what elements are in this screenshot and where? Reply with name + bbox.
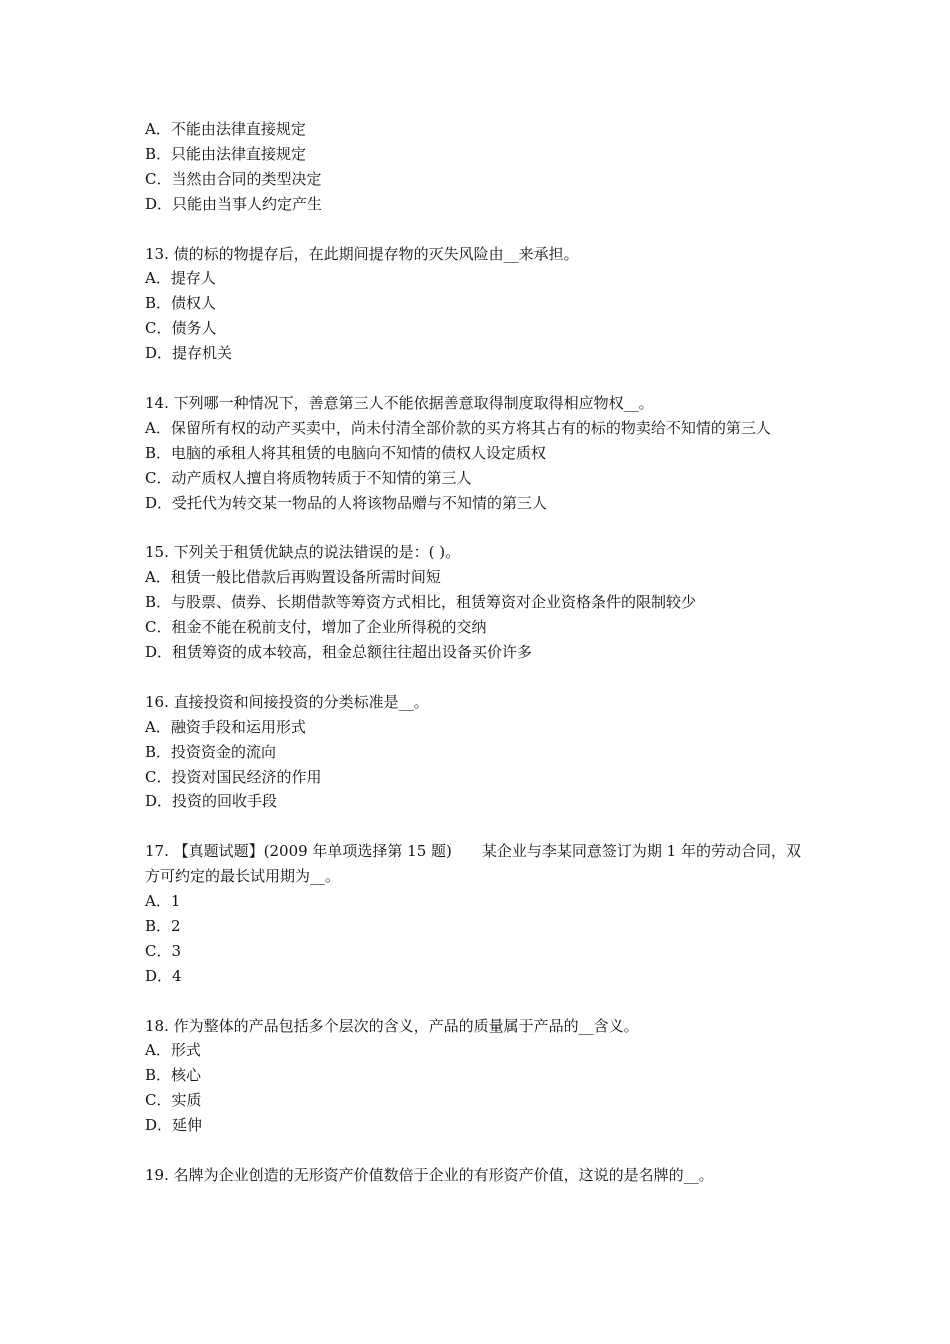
option-b: B．只能由法律直接规定 — [145, 144, 307, 163]
option-b: B．2 — [145, 916, 181, 935]
option-a: A．不能由法律直接规定 — [145, 120, 306, 138]
question-stem: 18. 作为整体的产品包括多个层次的含义，产品的质量属于产品的__含义。 — [145, 1016, 639, 1035]
option-c: C．实质 — [145, 1091, 202, 1110]
question-stem: 19. 名牌为企业创造的无形资产价值数倍于企业的有形资产价值，这说的是名牌的__。 — [145, 1165, 714, 1184]
question-stem: 14. 下列哪一种情况下，善意第三人不能依据善意取得制度取得相应物权__。 — [145, 393, 654, 412]
question-stem: 17. 【真题试题】(2009 年单项选择第 15 题) 某企业与李某同意签订为期 1 年的劳动合同，双方可约定的最长试用期为__。 — [145, 842, 801, 886]
option-c: C．动产质权人擅自将质物转质于不知情的第三人 — [145, 468, 472, 487]
option-a: A．融资手段和运用形式 — [145, 717, 306, 736]
question-19 — [145, 1163, 815, 1188]
option-b: B．与股票、债券、长期借款等筹资方式相比，租赁筹资对企业资格条件的限制较少 — [145, 593, 697, 612]
option-b: B．电脑的承租人将其租赁的电脑向不知情的债权人设定质权 — [145, 443, 547, 462]
question-17 — [145, 839, 815, 988]
option-c: C．投资对国民经济的作用 — [145, 767, 322, 786]
option-c: C．债务人 — [145, 319, 217, 338]
option-c: C．当然由合同的类型决定 — [145, 169, 322, 188]
option-d: D．4 — [145, 966, 182, 985]
option-a: A．保留所有权的动产买卖中，尚未付清全部价款的买方将其占有的标的物卖给不知情的第三人 — [145, 418, 771, 437]
option-d: D．提存机关 — [145, 344, 233, 363]
option-c: C．3 — [145, 941, 182, 960]
question-stem: 16. 直接投资和间接投资的分类标准是__。 — [145, 692, 429, 711]
option-b: B．核心 — [145, 1066, 202, 1085]
question-stem: 13. 债的标的物提存后，在此期间提存物的灭失风险由__来承担。 — [145, 244, 579, 263]
question-stem: 15. 下列关于租赁优缺点的说法错误的是：( )。 — [145, 543, 461, 562]
question-18 — [145, 1014, 815, 1139]
option-a: A．形式 — [145, 1041, 201, 1060]
option-b: B．投资资金的流向 — [145, 742, 277, 761]
option-d: D．投资的回收手段 — [145, 792, 278, 811]
question-16 — [145, 690, 815, 815]
option-d: D．租赁筹资的成本较高，租金总额往往超出设备买价许多 — [145, 642, 533, 661]
option-a: A．提存人 — [145, 269, 216, 288]
question-13 — [145, 242, 815, 367]
option-a: A．1 — [145, 892, 181, 911]
question-list — [145, 117, 815, 1213]
option-d: D．延伸 — [145, 1116, 203, 1135]
question-14 — [145, 391, 815, 516]
option-a: A．租赁一般比借款后再购置设备所需时间短 — [145, 568, 441, 587]
intro-options-block — [145, 117, 815, 217]
option-d: D．只能由当事人约定产生 — [145, 194, 323, 213]
option-d: D．受托代为转交某一物品的人将该物品赠与不知情的第三人 — [145, 493, 548, 512]
question-15 — [145, 540, 815, 665]
option-c: C．租金不能在税前支付，增加了企业所得税的交纳 — [145, 618, 487, 637]
option-b: B．债权人 — [145, 294, 217, 313]
